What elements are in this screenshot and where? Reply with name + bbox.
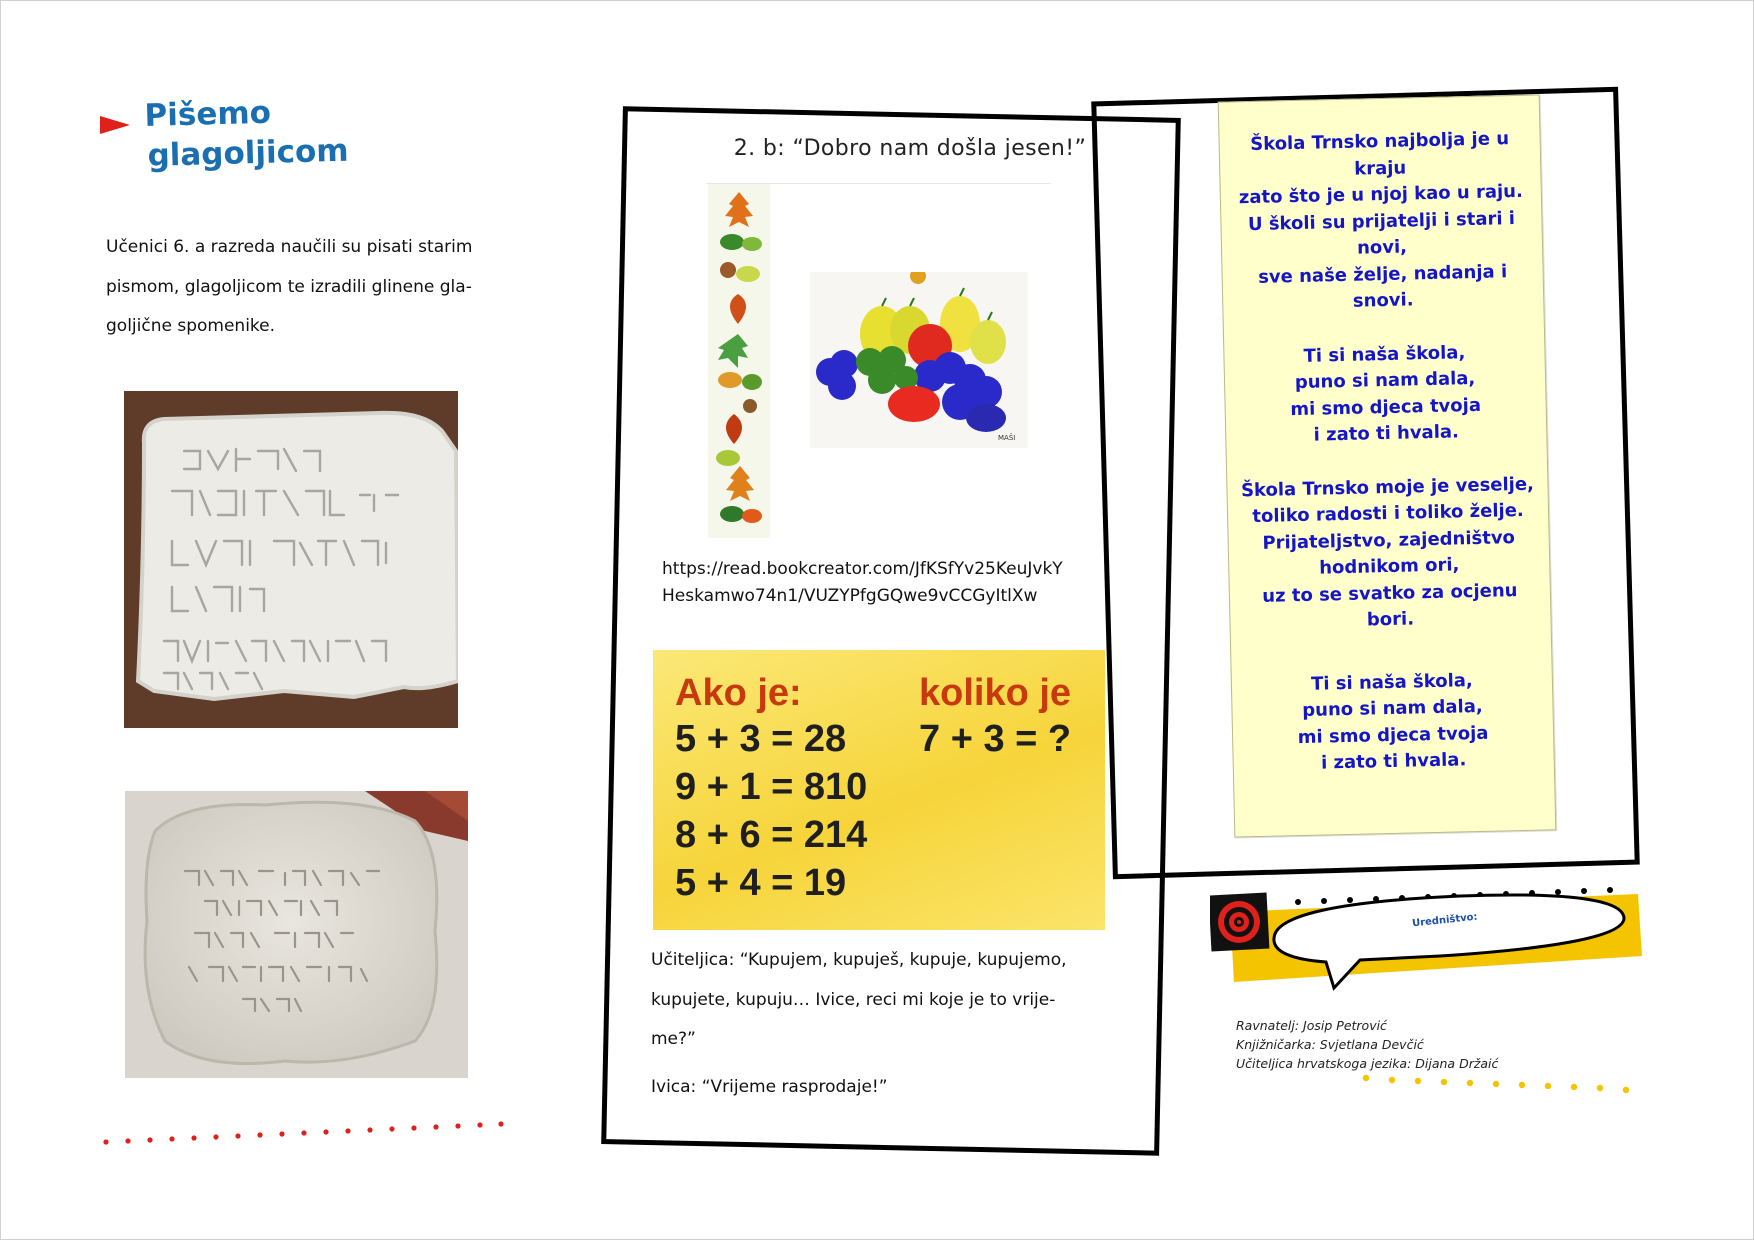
heading-line-2: glagoljicom [147,132,350,174]
poem-line: puno si nam dala, [1294,367,1476,394]
heading-line-1: Pišemo [144,94,272,134]
poem-stanza [1224,338,1546,451]
poem-line: Škola Trnsko najbolja je u [1250,128,1510,156]
credit-line: Knjižničarka: Svjetlana Devčić [1236,1037,1424,1052]
riddle-question: 7 + 3 = ? [919,718,1072,760]
poem-line: snovi. [1352,289,1414,312]
editorial-banner [1210,880,1650,1000]
intro-line: Učenici 6. a razreda naučili su pisati starim [106,237,473,257]
joke-answer: Ivica: “Vrijeme rasprodaje!” [651,1077,888,1097]
intro-text [106,228,506,347]
red-pointer-icon [100,116,130,134]
poem-stanza [1227,471,1551,637]
url-line: Heskamwo74n1/VUZYPfgGQwe9vCCGyItlXw [662,586,1038,606]
intro-line: pismom, glagoljicom te izradili glinene gla- [106,276,472,297]
poem-line: bori. [1366,608,1415,631]
drawing-signature: MAŠI [998,434,1016,442]
joke-text [651,941,1111,1060]
poem-line: zato što je u njoj kao u raju. [1238,180,1524,209]
target-icon [1210,893,1269,952]
poem-line: Prijateljstvo, zajedništvo [1262,526,1516,554]
section-heading [144,88,466,176]
riddle-right [919,672,1071,763]
poem-line: Škola Trnsko moje je veselje, [1240,473,1535,501]
poem-line: mi smo djeca tvoja [1297,722,1489,748]
poem-box [1218,94,1557,837]
joke-line: Učiteljica: “Kupujem, kupuješ, kupuje, kupujemo, [651,950,1067,970]
poem-line: Ti si naša škola, [1310,669,1473,695]
poem-line: uz to se svatko za ocjenu [1262,579,1518,607]
poem-stanza [1219,125,1543,318]
math-riddle-image [653,650,1105,930]
intro-line: goljične spomenike. [106,316,276,336]
clay-tablet-photo-1 [124,391,458,728]
fruit-drawing [810,272,1028,448]
joke-line: kupujete, kupuju… Ivice, reci mi koje je to vrije- [651,989,1056,1010]
poem-line: sve naše želje, nadanja i [1257,260,1508,288]
poem-line: i zato ti hvala. [1313,421,1460,446]
riddle-right-heading: koliko je [919,672,1072,714]
url-line: https://read.bookcreator.com/JfKSfYv25KeuJvkY [662,559,1063,579]
poem-line: mi smo djeca tvoja [1290,394,1482,420]
clay-tablet-photo-2 [125,791,468,1078]
credit-line: Ravnatelj: Josip Petrović [1236,1018,1387,1033]
credit-line: Učiteljica hrvatskoga jezika: Dijana Držaić [1236,1056,1499,1071]
riddle-equation: 8 + 6 = 214 [675,814,868,856]
poem-line: Ti si naša škola, [1303,341,1466,367]
editorial-credits [1236,1016,1498,1073]
editorial-label: Uredništvo: [1411,911,1479,930]
poem-line: i zato ti hvala. [1320,749,1467,774]
riddle-left-heading: Ako je: [675,672,802,714]
poem-line: hodnikom ori, [1318,554,1460,579]
poem-line: toliko radosti i toliko želje. [1252,499,1524,528]
poem-line: puno si nam dala, [1302,695,1483,721]
riddle-left [675,672,867,907]
autumn-leaves-border [708,184,770,538]
riddle-equation: 9 + 1 = 810 [675,766,868,808]
joke-line: me?” [651,1029,696,1049]
riddle-equation: 5 + 3 = 28 [675,718,847,760]
poem-line: novi, [1356,236,1408,259]
riddle-equation: 5 + 4 = 19 [675,862,847,904]
bookcreator-link[interactable] [662,556,1132,610]
poem-line: kraju [1354,156,1407,180]
class-title: 2. b: “Dobro nam došla jesen!” [733,136,1087,161]
poem-line: U školi su prijatelji i stari i [1247,207,1516,235]
school-poem [1219,125,1554,806]
poem-stanza [1232,666,1554,779]
